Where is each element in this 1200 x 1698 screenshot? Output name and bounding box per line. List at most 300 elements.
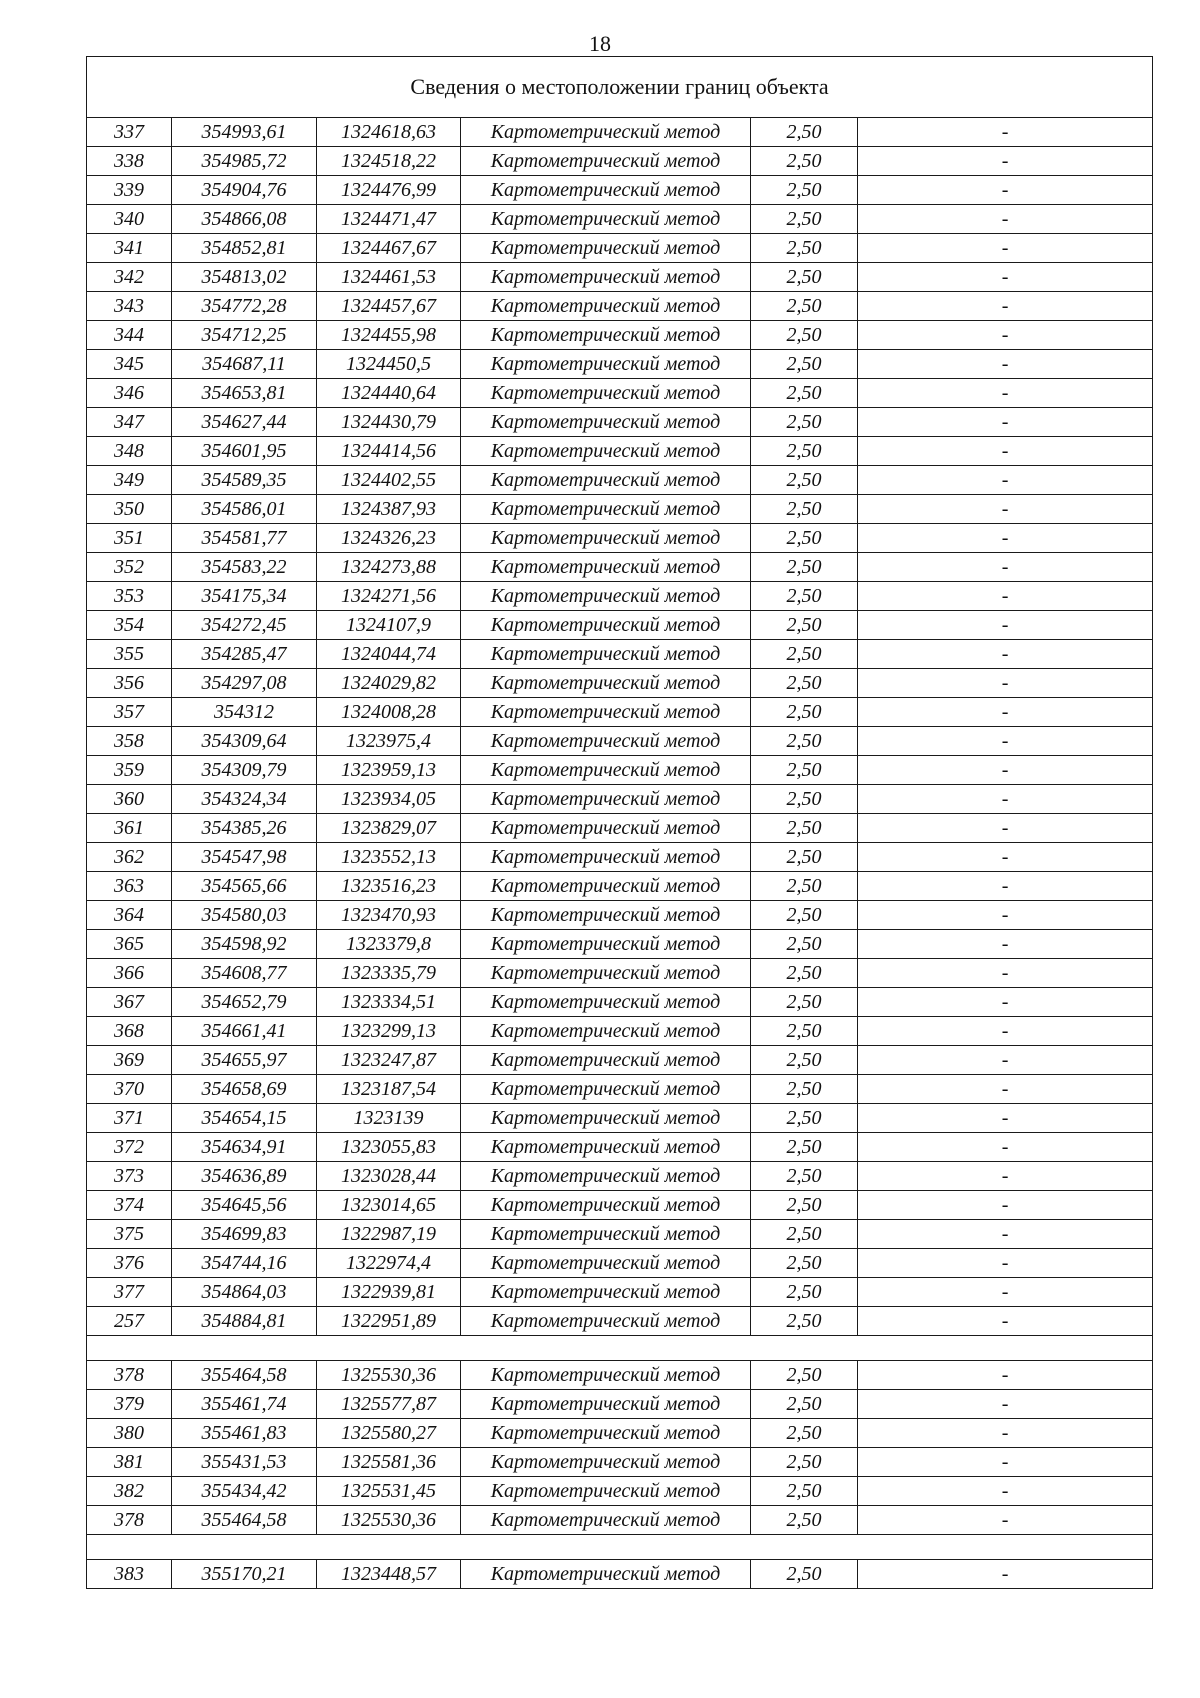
y-coordinate-cell: 1324107,9 xyxy=(317,611,461,640)
x-coordinate-cell: 354653,81 xyxy=(172,379,317,408)
precision-cell: 2,50 xyxy=(751,495,858,524)
table-row xyxy=(87,524,1153,553)
precision-cell: 2,50 xyxy=(751,437,858,466)
x-coordinate-cell: 354583,22 xyxy=(172,553,317,582)
description-cell: - xyxy=(858,959,1153,988)
method-cell: Картометрический метод xyxy=(461,437,751,466)
group-separator-row xyxy=(87,1336,1153,1361)
x-coordinate-cell: 354627,44 xyxy=(172,408,317,437)
x-coordinate-cell: 354884,81 xyxy=(172,1307,317,1336)
point-number-cell: 346 xyxy=(87,379,172,408)
y-coordinate-cell: 1323299,13 xyxy=(317,1017,461,1046)
method-cell: Картометрический метод xyxy=(461,611,751,640)
description-cell: - xyxy=(858,1075,1153,1104)
y-coordinate-cell: 1323055,83 xyxy=(317,1133,461,1162)
boundary-table xyxy=(86,56,1153,1589)
method-cell: Картометрический метод xyxy=(461,1361,751,1390)
description-cell: - xyxy=(858,814,1153,843)
description-cell: - xyxy=(858,1419,1153,1448)
method-cell: Картометрический метод xyxy=(461,1133,751,1162)
method-cell: Картометрический метод xyxy=(461,1419,751,1448)
method-cell: Картометрический метод xyxy=(461,176,751,205)
x-coordinate-cell: 354565,66 xyxy=(172,872,317,901)
table-row xyxy=(87,727,1153,756)
table-row xyxy=(87,292,1153,321)
method-cell: Картометрический метод xyxy=(461,843,751,872)
method-cell: Картометрический метод xyxy=(461,1506,751,1535)
point-number-cell: 369 xyxy=(87,1046,172,1075)
description-cell: - xyxy=(858,785,1153,814)
method-cell: Картометрический метод xyxy=(461,1162,751,1191)
description-cell: - xyxy=(858,698,1153,727)
point-number-cell: 350 xyxy=(87,495,172,524)
point-number-cell: 367 xyxy=(87,988,172,1017)
description-cell: - xyxy=(858,118,1153,147)
precision-cell: 2,50 xyxy=(751,988,858,1017)
x-coordinate-cell: 354852,81 xyxy=(172,234,317,263)
x-coordinate-cell: 354634,91 xyxy=(172,1133,317,1162)
point-number-cell: 376 xyxy=(87,1249,172,1278)
table-row xyxy=(87,1191,1153,1220)
y-coordinate-cell: 1325530,36 xyxy=(317,1361,461,1390)
point-number-cell: 382 xyxy=(87,1477,172,1506)
precision-cell: 2,50 xyxy=(751,1307,858,1336)
precision-cell: 2,50 xyxy=(751,205,858,234)
method-cell: Картометрический метод xyxy=(461,1017,751,1046)
method-cell: Картометрический метод xyxy=(461,582,751,611)
method-cell: Картометрический метод xyxy=(461,1477,751,1506)
point-number-cell: 357 xyxy=(87,698,172,727)
point-number-cell: 368 xyxy=(87,1017,172,1046)
description-cell: - xyxy=(858,669,1153,698)
method-cell: Картометрический метод xyxy=(461,524,751,553)
y-coordinate-cell: 1322951,89 xyxy=(317,1307,461,1336)
point-number-cell: 355 xyxy=(87,640,172,669)
precision-cell: 2,50 xyxy=(751,1560,858,1589)
x-coordinate-cell: 354586,01 xyxy=(172,495,317,524)
method-cell: Картометрический метод xyxy=(461,872,751,901)
table-row xyxy=(87,1477,1153,1506)
y-coordinate-cell: 1325581,36 xyxy=(317,1448,461,1477)
precision-cell: 2,50 xyxy=(751,553,858,582)
table-row xyxy=(87,147,1153,176)
description-cell: - xyxy=(858,1307,1153,1336)
group-separator-cell xyxy=(87,1336,1153,1361)
point-number-cell: 375 xyxy=(87,1220,172,1249)
x-coordinate-cell: 354589,35 xyxy=(172,466,317,495)
x-coordinate-cell: 354580,03 xyxy=(172,901,317,930)
precision-cell: 2,50 xyxy=(751,669,858,698)
x-coordinate-cell: 354645,56 xyxy=(172,1191,317,1220)
point-number-cell: 338 xyxy=(87,147,172,176)
method-cell: Картометрический метод xyxy=(461,988,751,1017)
y-coordinate-cell: 1324414,56 xyxy=(317,437,461,466)
precision-cell: 2,50 xyxy=(751,785,858,814)
description-cell: - xyxy=(858,553,1153,582)
y-coordinate-cell: 1324471,47 xyxy=(317,205,461,234)
point-number-cell: 378 xyxy=(87,1506,172,1535)
table-row xyxy=(87,1046,1153,1075)
description-cell: - xyxy=(858,872,1153,901)
point-number-cell: 347 xyxy=(87,408,172,437)
method-cell: Картометрический метод xyxy=(461,814,751,843)
description-cell: - xyxy=(858,1506,1153,1535)
table-row xyxy=(87,988,1153,1017)
description-cell: - xyxy=(858,988,1153,1017)
description-cell: - xyxy=(858,1162,1153,1191)
precision-cell: 2,50 xyxy=(751,263,858,292)
x-coordinate-cell: 354993,61 xyxy=(172,118,317,147)
table-row xyxy=(87,1278,1153,1307)
method-cell: Картометрический метод xyxy=(461,901,751,930)
method-cell: Картометрический метод xyxy=(461,379,751,408)
description-cell: - xyxy=(858,930,1153,959)
precision-cell: 2,50 xyxy=(751,1220,858,1249)
method-cell: Картометрический метод xyxy=(461,1191,751,1220)
table-row xyxy=(87,234,1153,263)
precision-cell: 2,50 xyxy=(751,901,858,930)
method-cell: Картометрический метод xyxy=(461,785,751,814)
y-coordinate-cell: 1323516,23 xyxy=(317,872,461,901)
table-row xyxy=(87,466,1153,495)
x-coordinate-cell: 354658,69 xyxy=(172,1075,317,1104)
description-cell: - xyxy=(858,350,1153,379)
description-cell: - xyxy=(858,205,1153,234)
method-cell: Картометрический метод xyxy=(461,292,751,321)
method-cell: Картометрический метод xyxy=(461,930,751,959)
point-number-cell: 340 xyxy=(87,205,172,234)
description-cell: - xyxy=(858,640,1153,669)
method-cell: Картометрический метод xyxy=(461,1390,751,1419)
description-cell: - xyxy=(858,1448,1153,1477)
table-row xyxy=(87,1448,1153,1477)
description-cell: - xyxy=(858,727,1153,756)
table-row xyxy=(87,176,1153,205)
x-coordinate-cell: 354385,26 xyxy=(172,814,317,843)
point-number-cell: 360 xyxy=(87,785,172,814)
description-cell: - xyxy=(858,437,1153,466)
precision-cell: 2,50 xyxy=(751,930,858,959)
table-row xyxy=(87,959,1153,988)
table-row xyxy=(87,698,1153,727)
y-coordinate-cell: 1324518,22 xyxy=(317,147,461,176)
table-row xyxy=(87,1419,1153,1448)
table-row xyxy=(87,1361,1153,1390)
description-cell: - xyxy=(858,495,1153,524)
y-coordinate-cell: 1323335,79 xyxy=(317,959,461,988)
x-coordinate-cell: 354654,15 xyxy=(172,1104,317,1133)
precision-cell: 2,50 xyxy=(751,872,858,901)
y-coordinate-cell: 1322987,19 xyxy=(317,1220,461,1249)
x-coordinate-cell: 354312 xyxy=(172,698,317,727)
x-coordinate-cell: 354699,83 xyxy=(172,1220,317,1249)
y-coordinate-cell: 1323552,13 xyxy=(317,843,461,872)
y-coordinate-cell: 1325530,36 xyxy=(317,1506,461,1535)
point-number-cell: 337 xyxy=(87,118,172,147)
table-row xyxy=(87,843,1153,872)
precision-cell: 2,50 xyxy=(751,1104,858,1133)
y-coordinate-cell: 1323028,44 xyxy=(317,1162,461,1191)
precision-cell: 2,50 xyxy=(751,524,858,553)
table-row xyxy=(87,205,1153,234)
precision-cell: 2,50 xyxy=(751,756,858,785)
y-coordinate-cell: 1323139 xyxy=(317,1104,461,1133)
description-cell: - xyxy=(858,1191,1153,1220)
table-row xyxy=(87,1075,1153,1104)
precision-cell: 2,50 xyxy=(751,582,858,611)
method-cell: Картометрический метод xyxy=(461,640,751,669)
x-coordinate-cell: 354285,47 xyxy=(172,640,317,669)
table-row xyxy=(87,785,1153,814)
point-number-cell: 377 xyxy=(87,1278,172,1307)
method-cell: Картометрический метод xyxy=(461,1046,751,1075)
method-cell: Картометрический метод xyxy=(461,959,751,988)
table-row xyxy=(87,437,1153,466)
description-cell: - xyxy=(858,1017,1153,1046)
description-cell: - xyxy=(858,292,1153,321)
precision-cell: 2,50 xyxy=(751,1133,858,1162)
description-cell: - xyxy=(858,843,1153,872)
x-coordinate-cell: 354652,79 xyxy=(172,988,317,1017)
y-coordinate-cell: 1323934,05 xyxy=(317,785,461,814)
table-row xyxy=(87,1162,1153,1191)
x-coordinate-cell: 354297,08 xyxy=(172,669,317,698)
precision-cell: 2,50 xyxy=(751,350,858,379)
y-coordinate-cell: 1324430,79 xyxy=(317,408,461,437)
method-cell: Картометрический метод xyxy=(461,321,751,350)
point-number-cell: 351 xyxy=(87,524,172,553)
point-number-cell: 352 xyxy=(87,553,172,582)
description-cell: - xyxy=(858,234,1153,263)
table-title-row xyxy=(87,57,1153,118)
y-coordinate-cell: 1324044,74 xyxy=(317,640,461,669)
description-cell: - xyxy=(858,756,1153,785)
x-coordinate-cell: 355464,58 xyxy=(172,1361,317,1390)
point-number-cell: 364 xyxy=(87,901,172,930)
table-row xyxy=(87,495,1153,524)
method-cell: Картометрический метод xyxy=(461,553,751,582)
description-cell: - xyxy=(858,1390,1153,1419)
point-number-cell: 370 xyxy=(87,1075,172,1104)
table-row xyxy=(87,930,1153,959)
method-cell: Картометрический метод xyxy=(461,756,751,785)
x-coordinate-cell: 354598,92 xyxy=(172,930,317,959)
description-cell: - xyxy=(858,1560,1153,1589)
x-coordinate-cell: 354309,64 xyxy=(172,727,317,756)
precision-cell: 2,50 xyxy=(751,176,858,205)
y-coordinate-cell: 1322974,4 xyxy=(317,1249,461,1278)
method-cell: Картометрический метод xyxy=(461,1220,751,1249)
x-coordinate-cell: 355170,21 xyxy=(172,1560,317,1589)
description-cell: - xyxy=(858,321,1153,350)
x-coordinate-cell: 354547,98 xyxy=(172,843,317,872)
method-cell: Картометрический метод xyxy=(461,669,751,698)
group-separator-row xyxy=(87,1535,1153,1560)
x-coordinate-cell: 355461,74 xyxy=(172,1390,317,1419)
table-row xyxy=(87,1249,1153,1278)
description-cell: - xyxy=(858,1249,1153,1278)
x-coordinate-cell: 354866,08 xyxy=(172,205,317,234)
precision-cell: 2,50 xyxy=(751,1506,858,1535)
group-separator-cell xyxy=(87,1535,1153,1560)
y-coordinate-cell: 1324387,93 xyxy=(317,495,461,524)
method-cell: Картометрический метод xyxy=(461,118,751,147)
point-number-cell: 354 xyxy=(87,611,172,640)
table-row xyxy=(87,408,1153,437)
x-coordinate-cell: 354309,79 xyxy=(172,756,317,785)
precision-cell: 2,50 xyxy=(751,292,858,321)
description-cell: - xyxy=(858,1278,1153,1307)
precision-cell: 2,50 xyxy=(751,814,858,843)
y-coordinate-cell: 1323247,87 xyxy=(317,1046,461,1075)
precision-cell: 2,50 xyxy=(751,1448,858,1477)
y-coordinate-cell: 1324457,67 xyxy=(317,292,461,321)
table-row xyxy=(87,901,1153,930)
method-cell: Картометрический метод xyxy=(461,263,751,292)
point-number-cell: 257 xyxy=(87,1307,172,1336)
y-coordinate-cell: 1324402,55 xyxy=(317,466,461,495)
y-coordinate-cell: 1323959,13 xyxy=(317,756,461,785)
x-coordinate-cell: 354772,28 xyxy=(172,292,317,321)
precision-cell: 2,50 xyxy=(751,611,858,640)
table-row xyxy=(87,379,1153,408)
description-cell: - xyxy=(858,524,1153,553)
point-number-cell: 379 xyxy=(87,1390,172,1419)
point-number-cell: 371 xyxy=(87,1104,172,1133)
table-row xyxy=(87,814,1153,843)
point-number-cell: 344 xyxy=(87,321,172,350)
description-cell: - xyxy=(858,466,1153,495)
description-cell: - xyxy=(858,1104,1153,1133)
precision-cell: 2,50 xyxy=(751,1249,858,1278)
x-coordinate-cell: 354324,34 xyxy=(172,785,317,814)
method-cell: Картометрический метод xyxy=(461,495,751,524)
table-row xyxy=(87,1560,1153,1589)
precision-cell: 2,50 xyxy=(751,1390,858,1419)
description-cell: - xyxy=(858,263,1153,292)
table-row xyxy=(87,263,1153,292)
table-row xyxy=(87,1104,1153,1133)
point-number-cell: 373 xyxy=(87,1162,172,1191)
x-coordinate-cell: 354712,25 xyxy=(172,321,317,350)
description-cell: - xyxy=(858,1477,1153,1506)
description-cell: - xyxy=(858,1133,1153,1162)
point-number-cell: 356 xyxy=(87,669,172,698)
point-number-cell: 374 xyxy=(87,1191,172,1220)
boundary-table-container xyxy=(86,56,1152,1589)
precision-cell: 2,50 xyxy=(751,1361,858,1390)
table-row xyxy=(87,582,1153,611)
x-coordinate-cell: 354601,95 xyxy=(172,437,317,466)
method-cell: Картометрический метод xyxy=(461,1075,751,1104)
precision-cell: 2,50 xyxy=(751,1278,858,1307)
y-coordinate-cell: 1324008,28 xyxy=(317,698,461,727)
method-cell: Картометрический метод xyxy=(461,408,751,437)
precision-cell: 2,50 xyxy=(751,234,858,263)
method-cell: Картометрический метод xyxy=(461,205,751,234)
table-row xyxy=(87,1133,1153,1162)
point-number-cell: 381 xyxy=(87,1448,172,1477)
y-coordinate-cell: 1324450,5 xyxy=(317,350,461,379)
y-coordinate-cell: 1325580,27 xyxy=(317,1419,461,1448)
precision-cell: 2,50 xyxy=(751,466,858,495)
method-cell: Картометрический метод xyxy=(461,1448,751,1477)
table-row xyxy=(87,669,1153,698)
y-coordinate-cell: 1322939,81 xyxy=(317,1278,461,1307)
y-coordinate-cell: 1324029,82 xyxy=(317,669,461,698)
precision-cell: 2,50 xyxy=(751,698,858,727)
point-number-cell: 343 xyxy=(87,292,172,321)
y-coordinate-cell: 1323470,93 xyxy=(317,901,461,930)
table-body xyxy=(87,57,1153,1589)
precision-cell: 2,50 xyxy=(751,147,858,176)
description-cell: - xyxy=(858,1220,1153,1249)
point-number-cell: 365 xyxy=(87,930,172,959)
y-coordinate-cell: 1323379,8 xyxy=(317,930,461,959)
y-coordinate-cell: 1325577,87 xyxy=(317,1390,461,1419)
y-coordinate-cell: 1323334,51 xyxy=(317,988,461,1017)
y-coordinate-cell: 1324273,88 xyxy=(317,553,461,582)
point-number-cell: 380 xyxy=(87,1419,172,1448)
x-coordinate-cell: 354272,45 xyxy=(172,611,317,640)
y-coordinate-cell: 1323014,65 xyxy=(317,1191,461,1220)
table-row xyxy=(87,118,1153,147)
method-cell: Картометрический метод xyxy=(461,350,751,379)
x-coordinate-cell: 355461,83 xyxy=(172,1419,317,1448)
precision-cell: 2,50 xyxy=(751,1477,858,1506)
point-number-cell: 341 xyxy=(87,234,172,263)
x-coordinate-cell: 354687,11 xyxy=(172,350,317,379)
x-coordinate-cell: 354655,97 xyxy=(172,1046,317,1075)
point-number-cell: 378 xyxy=(87,1361,172,1390)
y-coordinate-cell: 1324455,98 xyxy=(317,321,461,350)
point-number-cell: 359 xyxy=(87,756,172,785)
x-coordinate-cell: 354636,89 xyxy=(172,1162,317,1191)
y-coordinate-cell: 1323187,54 xyxy=(317,1075,461,1104)
y-coordinate-cell: 1323829,07 xyxy=(317,814,461,843)
precision-cell: 2,50 xyxy=(751,959,858,988)
table-row xyxy=(87,350,1153,379)
y-coordinate-cell: 1325531,45 xyxy=(317,1477,461,1506)
precision-cell: 2,50 xyxy=(751,727,858,756)
x-coordinate-cell: 354904,76 xyxy=(172,176,317,205)
point-number-cell: 358 xyxy=(87,727,172,756)
table-row xyxy=(87,321,1153,350)
point-number-cell: 353 xyxy=(87,582,172,611)
method-cell: Картометрический метод xyxy=(461,1104,751,1133)
table-row xyxy=(87,1506,1153,1535)
method-cell: Картометрический метод xyxy=(461,1560,751,1589)
point-number-cell: 362 xyxy=(87,843,172,872)
description-cell: - xyxy=(858,611,1153,640)
y-coordinate-cell: 1324467,67 xyxy=(317,234,461,263)
table-row xyxy=(87,553,1153,582)
point-number-cell: 348 xyxy=(87,437,172,466)
y-coordinate-cell: 1324461,53 xyxy=(317,263,461,292)
y-coordinate-cell: 1324326,23 xyxy=(317,524,461,553)
point-number-cell: 372 xyxy=(87,1133,172,1162)
point-number-cell: 342 xyxy=(87,263,172,292)
method-cell: Картометрический метод xyxy=(461,1307,751,1336)
table-row xyxy=(87,611,1153,640)
method-cell: Картометрический метод xyxy=(461,727,751,756)
precision-cell: 2,50 xyxy=(751,1162,858,1191)
precision-cell: 2,50 xyxy=(751,321,858,350)
precision-cell: 2,50 xyxy=(751,1017,858,1046)
precision-cell: 2,50 xyxy=(751,843,858,872)
precision-cell: 2,50 xyxy=(751,1075,858,1104)
x-coordinate-cell: 354813,02 xyxy=(172,263,317,292)
